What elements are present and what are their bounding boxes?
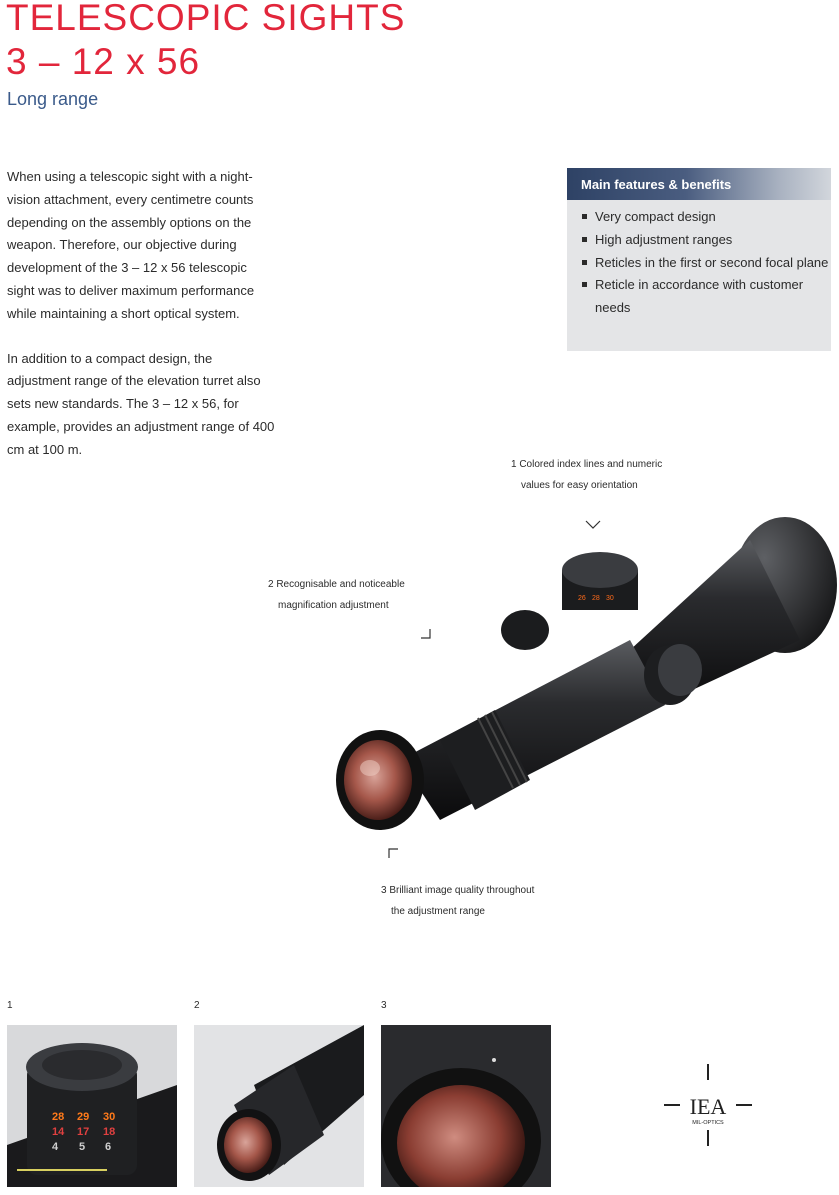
callout-1 [511,454,662,496]
thumbnail-3-number: 3 [381,1000,387,1011]
callout-2-line-2: magnification adjustment [278,600,389,611]
intro-paragraph-1: When using a telescopic sight with a night-vision attachment, every centimetre counts depending on the assembly options on the weapon. Therefore, our objective during development of the 3 – 12 x 56 telescopic sight was to deliver maximum performance while maintaining a short optical system. [7,169,255,321]
svg-text:26: 26 [578,595,586,602]
svg-text:17: 17 [77,1126,90,1138]
svg-text:14: 14 [52,1126,65,1138]
telescopic-sight-image [330,500,839,830]
thumbnail-magnification-image [194,1025,364,1187]
title-line-1: TELESCOPIC SIGHTS [6,0,406,38]
feature-item: Reticle in accordance with customer needs [581,274,831,320]
features-box [567,168,831,351]
callout-3 [381,880,534,922]
svg-text:6: 6 [105,1141,112,1153]
page-title [6,0,405,84]
svg-text:28: 28 [592,595,600,602]
thumbnail-2-number: 2 [194,1000,200,1011]
callout-2-line-1: 2 Recognisable and noticeable [268,579,405,590]
svg-text:30: 30 [606,595,614,602]
page-subtitle: Long range [7,89,99,109]
svg-text:4: 4 [52,1141,59,1153]
feature-item: High adjustment ranges [581,229,831,252]
title-line-2: 3 – 12 x 56 [6,41,201,82]
feature-item: Very compact design [581,206,831,229]
callout-1-line-2: values for easy orientation [521,480,638,491]
callout-3-line-2: the adjustment range [391,906,485,917]
callout-3-marker-icon [388,848,400,860]
svg-text:18: 18 [103,1126,116,1138]
thumbnail-1-number: 1 [7,1000,13,1011]
svg-text:5: 5 [79,1141,86,1153]
intro-text [7,166,277,484]
logo-subtext: MIL-OPTICS [692,1120,724,1126]
iea-logo [658,1060,758,1150]
svg-text:28: 28 [52,1111,65,1123]
feature-item: Reticles in the first or second focal plane [581,252,831,275]
svg-text:30: 30 [103,1111,116,1123]
intro-paragraph-2: In addition to a compact design, the adjustment range of the elevation turret also sets new standards. The 3 – 12 x 56, for example, provides an adjustment range of 400 cm at 100 m. [7,350,275,457]
svg-text:29: 29 [77,1111,90,1123]
thumbnail-lens-image [381,1025,551,1187]
logo-text: IEA [689,1094,727,1119]
features-heading: Main features & benefits [567,168,831,200]
callout-3-line-1: 3 Brilliant image quality throughout [381,885,535,896]
callout-1-line-1: 1 Colored index lines and numeric [511,459,663,470]
thumbnail-turret-image [7,1025,177,1187]
features-list [567,206,831,320]
